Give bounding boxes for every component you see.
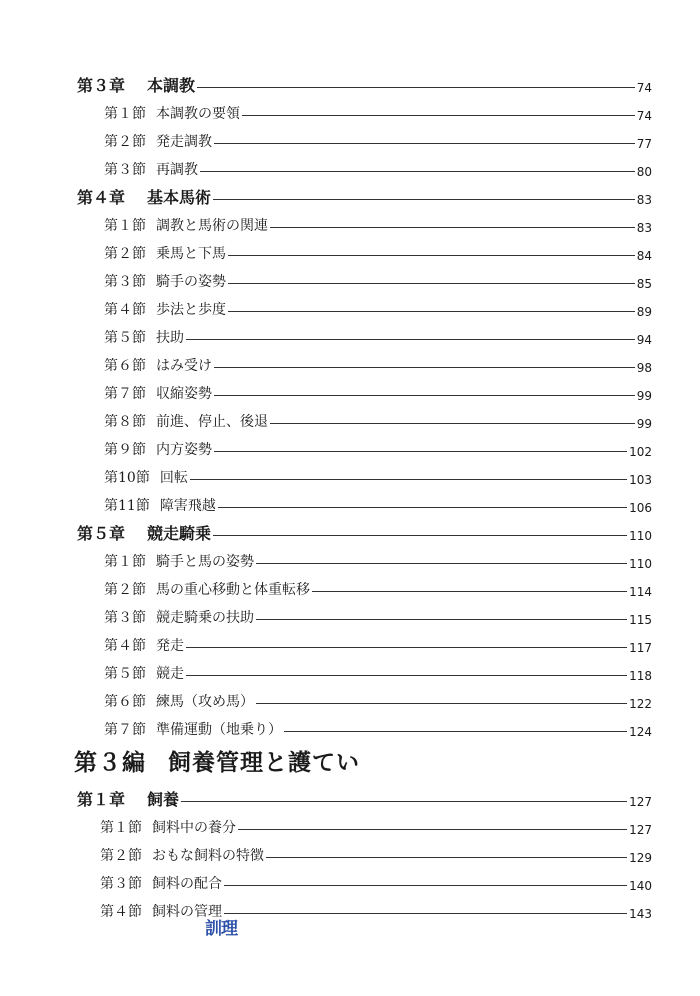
toc-entry-label: [104, 437, 212, 463]
toc-page-number: 127: [629, 823, 652, 837]
toc-page-number: 99: [636, 417, 652, 431]
toc-page-number: 110: [629, 529, 652, 543]
toc-entry-label: [104, 493, 216, 519]
toc-section-row: [0, 325, 700, 351]
toc-entry-number: 第８節: [104, 414, 146, 430]
toc-entry-title: 競走騎乗の扶助: [156, 610, 254, 626]
toc-section-row: [0, 353, 700, 379]
toc-leader-line: [270, 423, 635, 424]
toc-entry-label: [77, 73, 195, 99]
toc-section-row: [0, 157, 700, 183]
toc-entry-label: [104, 297, 226, 323]
toc-leader-line: [256, 703, 627, 704]
toc-entry-number: 第１節: [104, 106, 146, 122]
toc-entry-title: 騎手と馬の姿勢: [156, 554, 254, 570]
toc-leader-line: [224, 885, 627, 886]
toc-page-number: 98: [636, 361, 652, 375]
toc-leader-line: [214, 395, 635, 396]
toc-entry-label: [104, 381, 212, 407]
toc-entry-title: はみ受け: [156, 358, 212, 374]
toc-leader-line: [200, 171, 635, 172]
toc-section-row: [0, 129, 700, 155]
toc-entry-number: 第３節: [104, 274, 146, 290]
toc-entry-label: [77, 787, 179, 813]
toc-entry-label: [104, 409, 268, 435]
toc-entry-number: 第４節: [104, 302, 146, 318]
toc-entry-title: 基本馬術: [147, 188, 212, 207]
toc-entry-number: 第５節: [104, 666, 146, 682]
toc-leader-line: [186, 339, 635, 340]
toc-volume-heading: [0, 746, 700, 776]
toc-leader-line: [242, 115, 635, 116]
toc-section-row: [0, 899, 700, 925]
toc-entry-title: 障害飛越: [159, 498, 216, 514]
toc-section-row: [0, 381, 700, 407]
toc-entry-title: 競走騎乗: [147, 524, 212, 543]
toc-page-number: 74: [636, 109, 652, 123]
toc-entry-number: 第４章: [77, 188, 126, 207]
toc-leader-line: [256, 619, 627, 620]
toc-entry-title: 飼養: [147, 790, 180, 809]
toc-chapter-row: [0, 73, 700, 99]
toc-leader-line: [213, 535, 627, 536]
toc-entry-number: 第４節: [100, 904, 142, 920]
toc-section-row: [0, 717, 700, 743]
toc-entry-label: [104, 269, 226, 295]
toc-leader-line: [228, 283, 635, 284]
toc-page-number: 85: [636, 277, 652, 291]
toc-leader-line: [186, 675, 627, 676]
toc-leader-line: [270, 227, 635, 228]
toc-entry-label: [104, 717, 282, 743]
toc-entry-number: 第５節: [104, 330, 146, 346]
toc-entry-title: 練馬（攻め馬）: [156, 694, 254, 710]
toc-page-number: 124: [629, 725, 652, 739]
toc-section-row: [0, 437, 700, 463]
toc-leader-line: [284, 731, 627, 732]
toc-entry-label: [104, 101, 240, 127]
toc-entry-title: 扶助: [156, 330, 184, 346]
toc-page-number: 103: [629, 473, 652, 487]
toc-entry-title: 回転: [159, 470, 188, 486]
toc-entry-label: [100, 843, 264, 869]
toc-entry-title: 収縮姿勢: [156, 386, 212, 402]
toc-chapter-row: [0, 521, 700, 547]
toc-leader-line: [218, 507, 627, 508]
toc-entry-title: おもな飼料の特徴: [152, 848, 264, 864]
toc-entry-label: [104, 213, 268, 239]
toc-entry-number: 第11節: [104, 498, 150, 514]
toc-leader-line: [228, 311, 635, 312]
toc-entry-label: [104, 129, 212, 155]
toc-leader-line: [186, 647, 627, 648]
toc-page-number: 127: [629, 795, 652, 809]
toc-page-number: 83: [636, 221, 652, 235]
toc-page-number: 129: [629, 851, 652, 865]
toc-entry-number: 第２節: [100, 848, 142, 864]
toc-entry-label: [104, 549, 254, 575]
toc-section-row: [0, 269, 700, 295]
toc-entry-number: 第２節: [104, 246, 146, 262]
toc-leader-line: [213, 199, 635, 200]
toc-section-row: [0, 241, 700, 267]
toc-entry-title: 騎手の姿勢: [156, 274, 226, 290]
toc-entry-title: 発走調教: [156, 134, 212, 150]
toc-entry-label: [100, 871, 222, 897]
toc-leader-line: [224, 913, 627, 914]
toc-leader-line: [197, 87, 635, 88]
toc-section-row: [0, 689, 700, 715]
toc-chapter-row: [0, 185, 700, 211]
toc-entry-number: 第７節: [104, 386, 146, 402]
toc-entry-label: [104, 241, 226, 267]
toc-page-number: 83: [636, 193, 652, 207]
toc-entry-label: [100, 899, 222, 925]
toc-entry-title: 内方姿勢: [156, 442, 212, 458]
toc-page-number: 114: [629, 585, 652, 599]
toc-leader-line: [256, 563, 627, 564]
toc-entry-title: 再調教: [156, 162, 198, 178]
toc-page-number: 84: [636, 249, 652, 263]
toc-entry-title: 歩法と歩度: [156, 302, 226, 318]
toc-leader-line: [312, 591, 627, 592]
toc-entry-label: [104, 605, 254, 631]
toc-entry-number: 第１節: [100, 820, 142, 836]
toc-section-row: [0, 843, 700, 869]
toc-section-row: [0, 465, 700, 491]
toc-entry-title: 調教と馬術の関連: [156, 218, 268, 234]
toc-page-number: 115: [629, 613, 652, 627]
toc-chapter-row: [0, 787, 700, 813]
toc-entry-title: 前進、停止、後退: [156, 414, 268, 430]
toc-entry-label: [104, 689, 254, 715]
toc-entry-number: 第５章: [77, 524, 126, 543]
toc-entry-label: [104, 325, 184, 351]
toc-entry-number: 第１章: [77, 790, 126, 809]
toc-page-number: 77: [636, 137, 652, 151]
toc-entry-title: 本調教の要領: [156, 106, 240, 122]
toc-entry-number: 第２節: [104, 134, 146, 150]
toc-entry-label: [104, 465, 188, 491]
toc-entry-label: [104, 353, 212, 379]
toc-entry-label: [77, 521, 211, 547]
toc-page-number: 118: [629, 669, 652, 683]
toc-section-row: [0, 213, 700, 239]
toc-section-row: [0, 605, 700, 631]
toc-section-row: [0, 577, 700, 603]
toc-leader-line: [214, 367, 635, 368]
toc-page-number: 110: [629, 557, 652, 571]
toc-entry-title: 本調教: [147, 76, 196, 95]
toc-leader-line: [228, 255, 635, 256]
toc-entry-number: 第９節: [104, 442, 146, 458]
toc-leader-line: [190, 479, 627, 480]
toc-page-number: 117: [629, 641, 652, 655]
handwritten-stamp: 訓理: [205, 919, 237, 939]
toc-page-number: 102: [629, 445, 652, 459]
toc-page-number: 106: [629, 501, 652, 515]
toc-entry-label: [104, 661, 184, 687]
toc-page-number: 94: [636, 333, 652, 347]
toc-page-number: 80: [636, 165, 652, 179]
toc-section-row: [0, 815, 700, 841]
toc-section-row: [0, 297, 700, 323]
toc-entry-title: 競走: [156, 666, 184, 682]
toc-entry-number: 第３章: [77, 76, 126, 95]
toc-page-number: 99: [636, 389, 652, 403]
toc-entry-title: 準備運動（地乗り）: [156, 722, 282, 738]
toc-entry-title: 乗馬と下馬: [156, 246, 226, 262]
toc-entry-number: 第３編: [74, 749, 146, 776]
toc-section-row: [0, 101, 700, 127]
toc-entry-title: 馬の重心移動と体重転移: [156, 582, 310, 598]
toc-entry-title: 発走: [156, 638, 184, 654]
toc-leader-line: [214, 143, 635, 144]
toc-entry-number: 第３節: [104, 610, 146, 626]
toc-section-row: [0, 633, 700, 659]
toc-entry-number: 第10節: [104, 470, 150, 486]
toc-entry-title: 飼料中の養分: [152, 820, 236, 836]
toc-leader-line: [181, 801, 627, 802]
toc-entry-number: 第２節: [104, 582, 146, 598]
toc-section-row: [0, 549, 700, 575]
toc-entry-title: 飼養管理と護てい: [168, 749, 360, 776]
toc-entry-number: 第３節: [100, 876, 142, 892]
toc-section-row: [0, 661, 700, 687]
toc-page-number: 140: [629, 879, 652, 893]
toc-page-number: 74: [636, 81, 652, 95]
toc-entry-number: 第１節: [104, 218, 146, 234]
toc-entry-label: [104, 577, 310, 603]
toc-entry-label: [74, 746, 360, 780]
toc-entry-label: [104, 157, 198, 183]
toc-entry-number: 第６節: [104, 358, 146, 374]
toc-entry-number: 第６節: [104, 694, 146, 710]
toc-entry-label: [104, 633, 184, 659]
toc-entry-label: [77, 185, 211, 211]
toc-entry-number: 第３節: [104, 162, 146, 178]
toc-leader-line: [266, 857, 627, 858]
toc-leader-line: [214, 451, 627, 452]
toc-entry-number: 第１節: [104, 554, 146, 570]
toc-page-number: 89: [636, 305, 652, 319]
toc-page-number: 122: [629, 697, 652, 711]
toc-entry-title: 飼料の管理: [152, 904, 222, 920]
toc-section-row: [0, 493, 700, 519]
toc-page-number: 143: [629, 907, 652, 921]
toc-entry-number: 第７節: [104, 722, 146, 738]
toc-leader-line: [238, 829, 627, 830]
toc-section-row: [0, 409, 700, 435]
toc-section-row: [0, 871, 700, 897]
toc-entry-title: 飼料の配合: [152, 876, 222, 892]
toc-entry-label: [100, 815, 236, 841]
toc-entry-number: 第４節: [104, 638, 146, 654]
